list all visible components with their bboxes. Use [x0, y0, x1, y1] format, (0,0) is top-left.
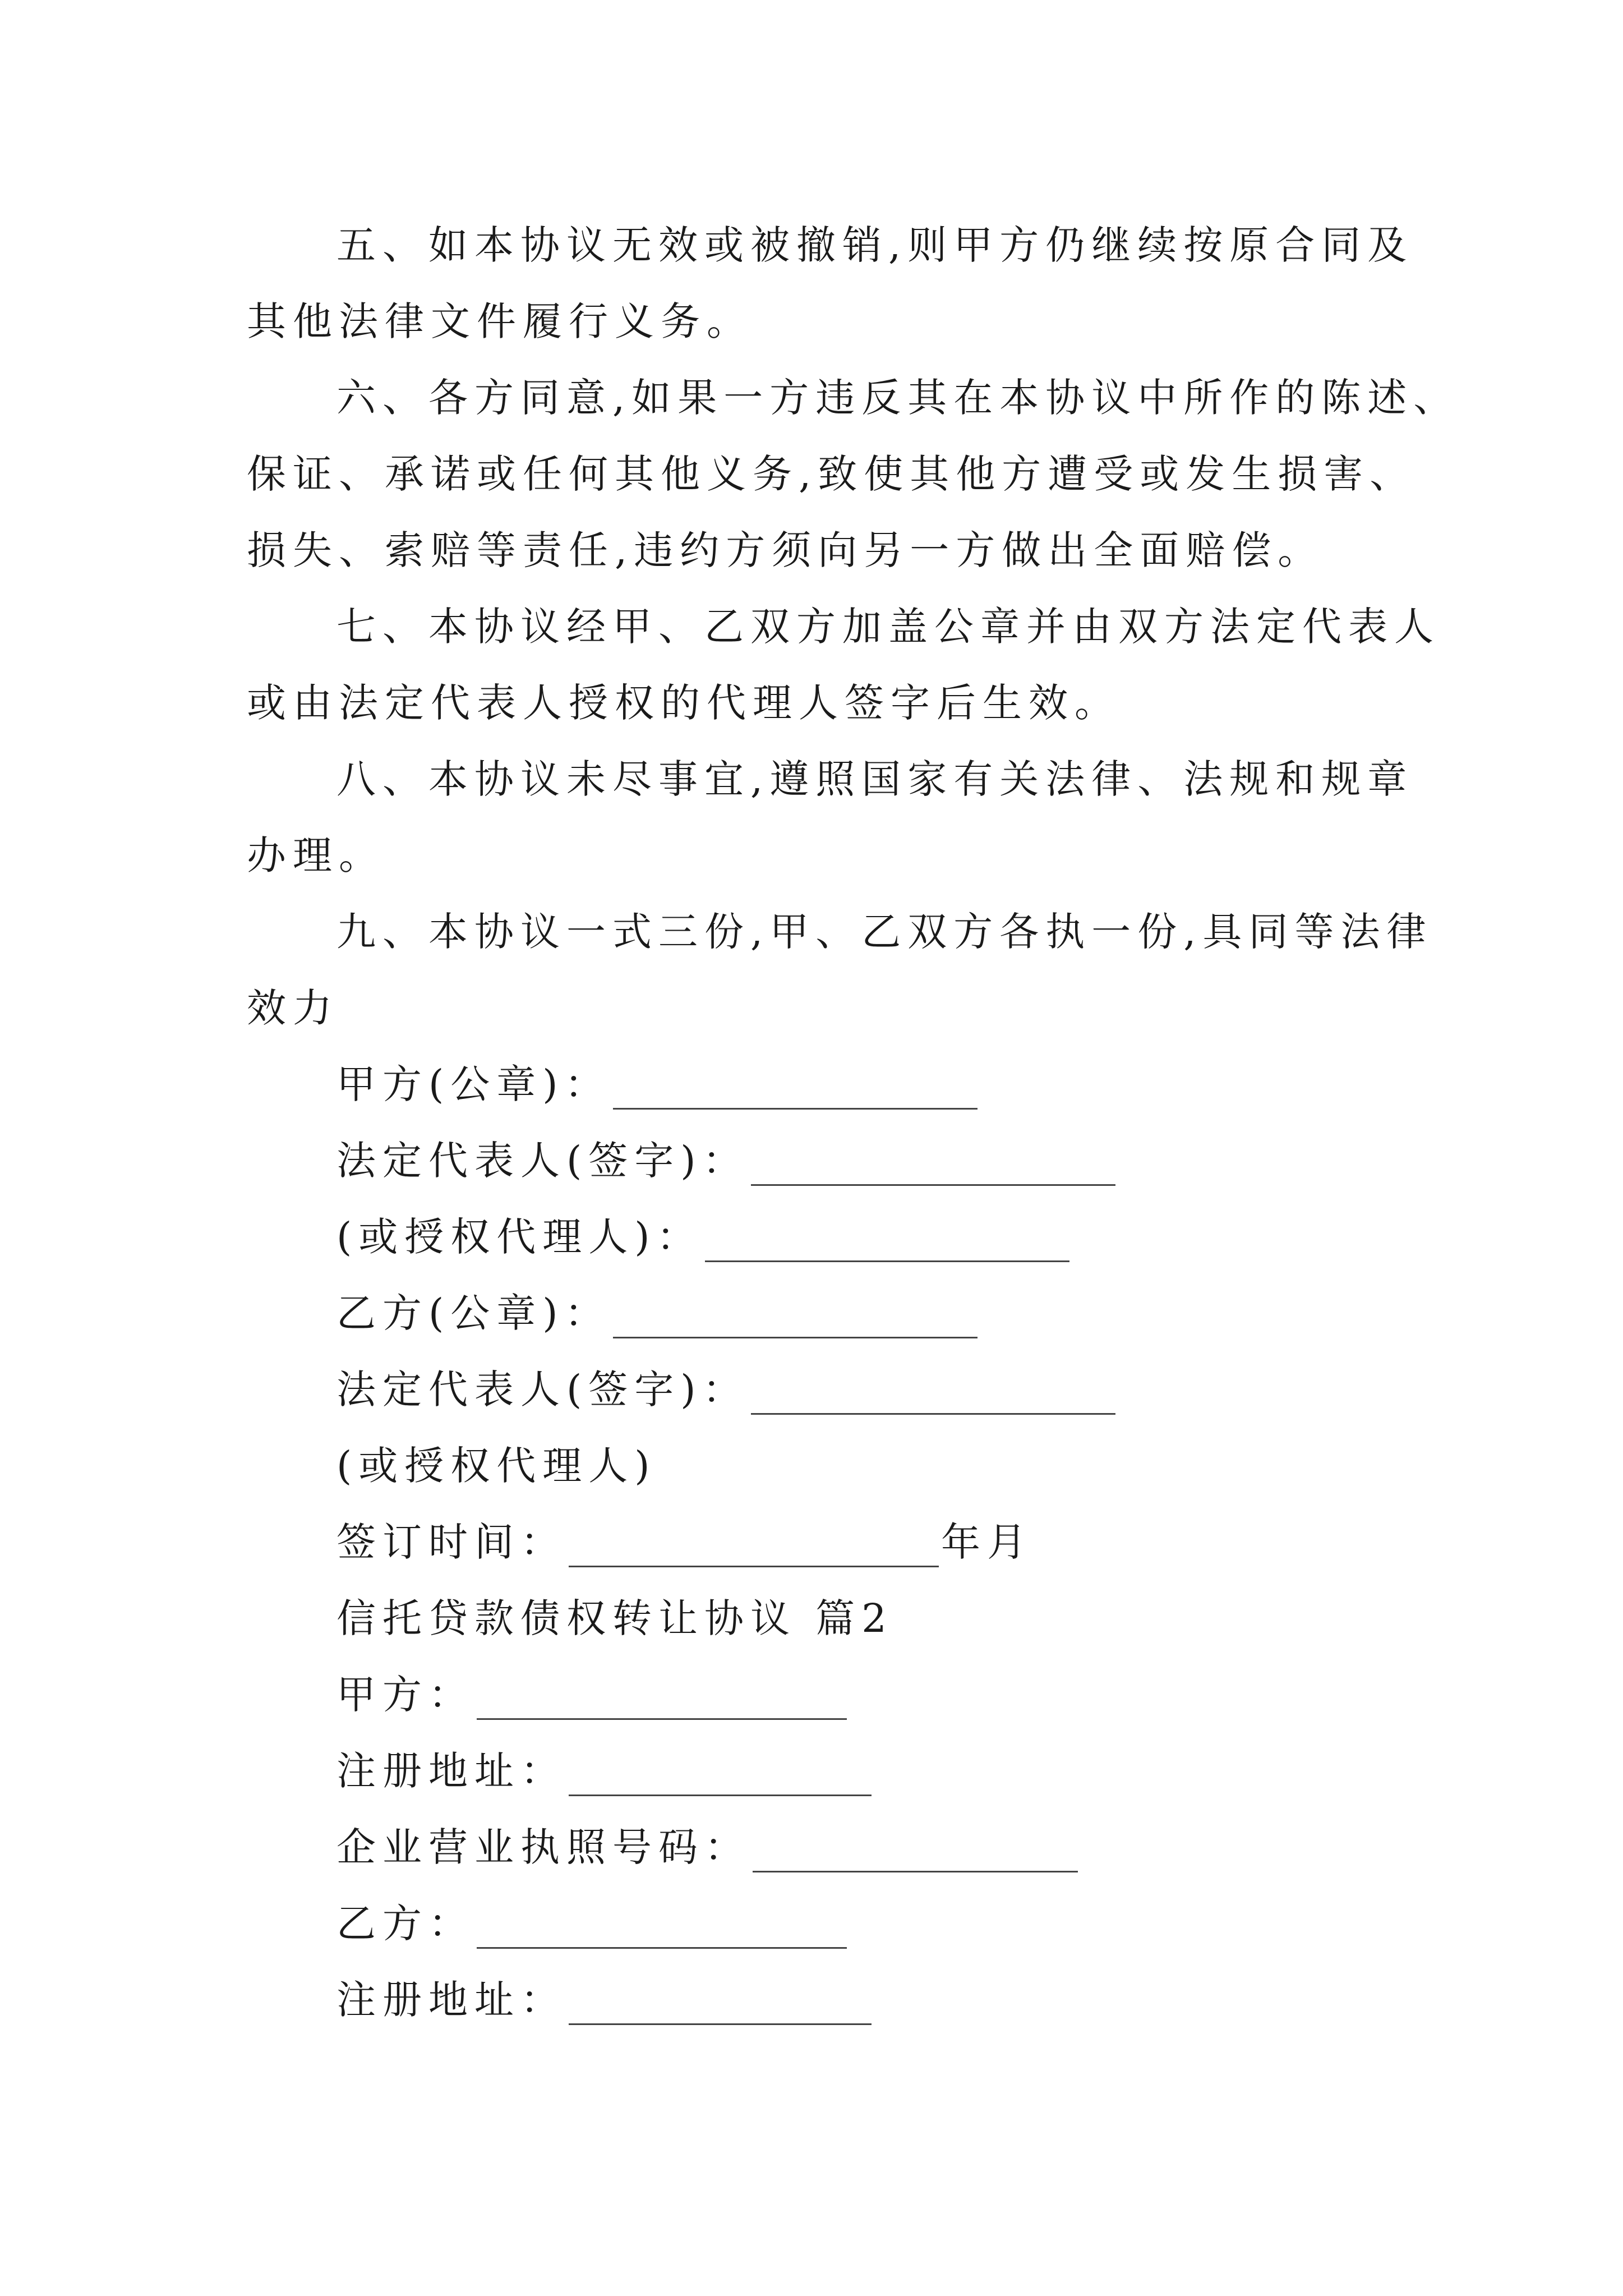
section-2-heading: 信托贷款债权转让协议 篇2 — [336, 1595, 893, 1641]
legal-rep-b-field — [336, 1364, 1118, 1415]
party-a-seal-label: 甲方(公章)： — [336, 1061, 611, 1107]
legal-rep-a-field — [336, 1135, 1118, 1186]
party-b-seal-blank[interactable] — [613, 1304, 978, 1338]
reg-address-b-label: 注册地址： — [336, 1977, 566, 2023]
clause-6-line-2: 保证、承诺或任何其他义务,致使其他方遭受或发生损害、 — [247, 451, 1416, 497]
reg-address-b-field — [336, 1975, 874, 2025]
authorized-agent-b-label: (或授权代理人) — [336, 1443, 657, 1489]
license-no-blank[interactable] — [753, 1838, 1078, 1872]
reg-address-a-label: 注册地址： — [336, 1748, 566, 1794]
sign-time-field — [336, 1517, 1033, 1567]
party-b-label: 乙方： — [336, 1901, 474, 1947]
reg-address-a-field — [336, 1746, 874, 1796]
party-b-blank[interactable] — [477, 1915, 847, 1949]
clause-7-line-2: 或由法定代表人授权的代理人签字后生效。 — [247, 680, 1121, 726]
license-no-label: 企业营业执照号码： — [336, 1824, 750, 1870]
clause-8-line-1: 八、本协议未尽事宜,遵照国家有关法律、法规和规章 — [336, 756, 1414, 802]
party-a-seal-field — [336, 1059, 980, 1110]
party-b-field — [336, 1898, 849, 1949]
legal-rep-b-label: 法定代表人(签字)： — [336, 1366, 749, 1412]
reg-address-a-blank[interactable] — [569, 1762, 872, 1796]
legal-rep-a-blank[interactable] — [751, 1152, 1115, 1186]
clause-8-line-2: 办理。 — [247, 832, 385, 878]
clause-5-line-1: 五、如本协议无效或被撤销,则甲方仍继续按原合同及 — [336, 222, 1414, 268]
authorized-agent-a-field — [336, 1212, 1072, 1262]
sign-time-suffix: 年月 — [941, 1519, 1033, 1565]
clause-7-line-1: 七、本协议经甲、乙双方加盖公章并由双方法定代表人 — [336, 604, 1440, 650]
clause-6-line-1: 六、各方同意,如果一方违反其在本协议中所作的陈述、 — [336, 375, 1460, 421]
legal-rep-b-blank[interactable] — [751, 1381, 1115, 1415]
clause-9-line-2: 效力 — [247, 985, 339, 1031]
clause-5-line-2: 其他法律文件履行义务。 — [247, 298, 753, 344]
clause-9-line-1: 九、本协议一式三份,甲、乙双方各执一份,具同等法律 — [336, 909, 1433, 955]
sign-time-blank[interactable] — [569, 1533, 939, 1567]
party-a-seal-blank[interactable] — [613, 1075, 978, 1110]
party-a-field — [336, 1669, 849, 1720]
party-a-blank[interactable] — [477, 1686, 847, 1720]
license-no-field — [336, 1822, 1080, 1872]
party-b-seal-label: 乙方(公章)： — [336, 1290, 611, 1336]
clause-6-line-3: 损失、索赔等责任,违约方须向另一方做出全面赔偿。 — [247, 527, 1324, 573]
authorized-agent-a-label: (或授权代理人)： — [336, 1214, 703, 1260]
authorized-agent-a-blank[interactable] — [705, 1228, 1069, 1262]
party-b-seal-field — [336, 1288, 980, 1338]
legal-rep-a-label: 法定代表人(签字)： — [336, 1138, 749, 1184]
party-a-label: 甲方： — [336, 1672, 474, 1718]
reg-address-b-blank[interactable] — [569, 1991, 872, 2025]
sign-time-label: 签订时间： — [336, 1519, 566, 1565]
